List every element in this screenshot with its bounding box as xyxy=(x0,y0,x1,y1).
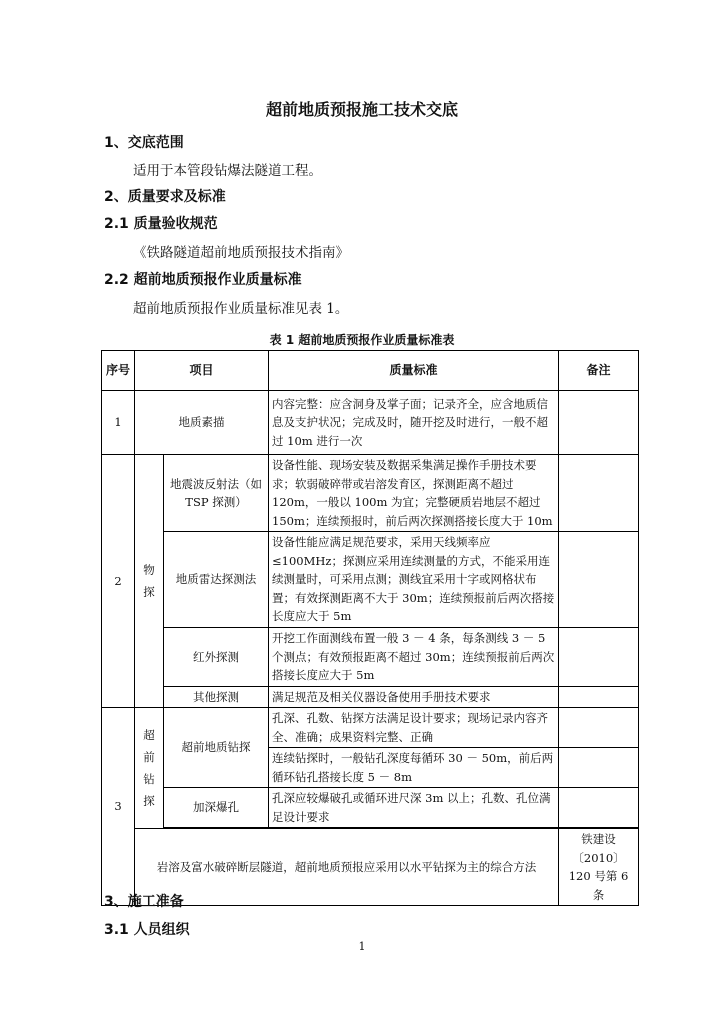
page-title: 超前地质预报施工技术交底 xyxy=(265,100,458,119)
header-standard: 质量标准 xyxy=(269,351,559,391)
row-2a-standard: 设备性能、现场安装及数据采集满足操作手册技术要求；软弱破碎带或岩溶发育区，探测距离不超过 120m，一般以 100m 为宜；完整硬质岩地层不超过 150m；连续预报时，前后两次探测搭接长度大于 10m xyxy=(269,455,559,532)
header-item: 项目 xyxy=(135,351,269,391)
section-3-1-heading: 3.1 人员组织 xyxy=(104,922,190,938)
header-note: 备注 xyxy=(559,351,639,391)
row-2d-standard: 满足规范及相关仪器设备使用手册技术要求 xyxy=(269,686,559,708)
row-3c-standard: 岩溶及富水破碎断层隧道，超前地质预报应采用以水平钻探为主的综合方法 xyxy=(135,829,559,906)
row-3b-item: 加深爆孔 xyxy=(164,788,269,828)
section-2-2-heading: 2.2 超前地质预报作业质量标准 xyxy=(104,272,302,288)
quality-standard-table xyxy=(101,350,639,906)
table-row xyxy=(102,708,639,748)
section-2-2-text: 超前地质预报作业质量标准见表 1。 xyxy=(133,301,349,317)
row-2c-item: 红外探测 xyxy=(164,628,269,687)
row-3-group: 超前钻探 xyxy=(135,708,164,829)
row-1-no: 1 xyxy=(102,391,135,455)
section-2-1-heading: 2.1 质量验收规范 xyxy=(104,216,218,232)
table-row xyxy=(102,532,639,628)
table-caption: 表 1 超前地质预报作业质量标准表 xyxy=(269,333,455,347)
table-row xyxy=(102,628,639,687)
row-2c-standard: 开挖工作面测线布置一般 3 － 4 条，每条测线 3 － 5 个测点；有效预报距离不超过 30m；连续预报前后两次搭接长度应大于 5m xyxy=(269,628,559,687)
row-3a-note-2 xyxy=(559,748,639,788)
table-row xyxy=(102,686,639,708)
page-number: 1 xyxy=(358,940,366,953)
section-3-heading: 3、施工准备 xyxy=(104,894,184,910)
row-2-no: 2 xyxy=(102,455,135,708)
section-1-heading: 1、交底范围 xyxy=(104,135,184,151)
table-row xyxy=(102,788,639,828)
row-3a-standard-1: 孔深、孔数、钻探方法满足设计要求；现场记录内容齐全、准确；成果资料完整、正确 xyxy=(269,708,559,748)
row-1-standard: 内容完整：应含洞身及掌子面；记录齐全，应含地质信息及支护状况；完成及时，随开挖及时进行，一般不超过 10m 进行一次 xyxy=(269,391,559,455)
section-1-text: 适用于本管段钻爆法隧道工程。 xyxy=(133,163,322,179)
row-3a-note-1 xyxy=(559,708,639,748)
table-row xyxy=(102,455,639,532)
section-2-1-text: 《铁路隧道超前地质预报技术指南》 xyxy=(133,245,349,261)
row-1-item: 地质素描 xyxy=(135,391,269,455)
row-2b-item: 地质雷达探测法 xyxy=(164,532,269,628)
header-no: 序号 xyxy=(102,351,135,391)
row-2c-note xyxy=(559,628,639,687)
row-2b-standard: 设备性能应满足规范要求，采用天线频率应≤100MHz；探测应采用连续测量的方式，不能采用连续测量时，可采用点测；测线宜采用十字或网格状布置；有效探测距离不大于 30m；连续预报前后两次搭接长度应大于 5m xyxy=(269,532,559,628)
row-3a-standard-2: 连续钻探时，一般钻孔深度每循环 30 － 50m，前后两循环钻孔搭接长度 5 － 8m xyxy=(269,748,559,788)
row-2b-note xyxy=(559,532,639,628)
table-row xyxy=(102,391,639,455)
row-2a-note xyxy=(559,455,639,532)
row-3c-note: 铁建设〔2010〕120 号第 6 条 xyxy=(559,829,639,906)
row-3-no: 3 xyxy=(102,708,135,906)
row-2d-note xyxy=(559,686,639,708)
table-header-row xyxy=(102,351,639,391)
row-2-group: 物探 xyxy=(135,455,164,708)
row-3b-note xyxy=(559,788,639,828)
row-3a-item: 超前地质钻探 xyxy=(164,708,269,788)
section-2-heading: 2、质量要求及标准 xyxy=(104,189,226,205)
row-1-note xyxy=(559,391,639,455)
row-2a-item: 地震波反射法（如 TSP 探测） xyxy=(164,455,269,532)
row-3b-standard: 孔深应较爆破孔或循环进尺深 3m 以上；孔数、孔位满足设计要求 xyxy=(269,788,559,828)
row-2d-item: 其他探测 xyxy=(164,686,269,708)
